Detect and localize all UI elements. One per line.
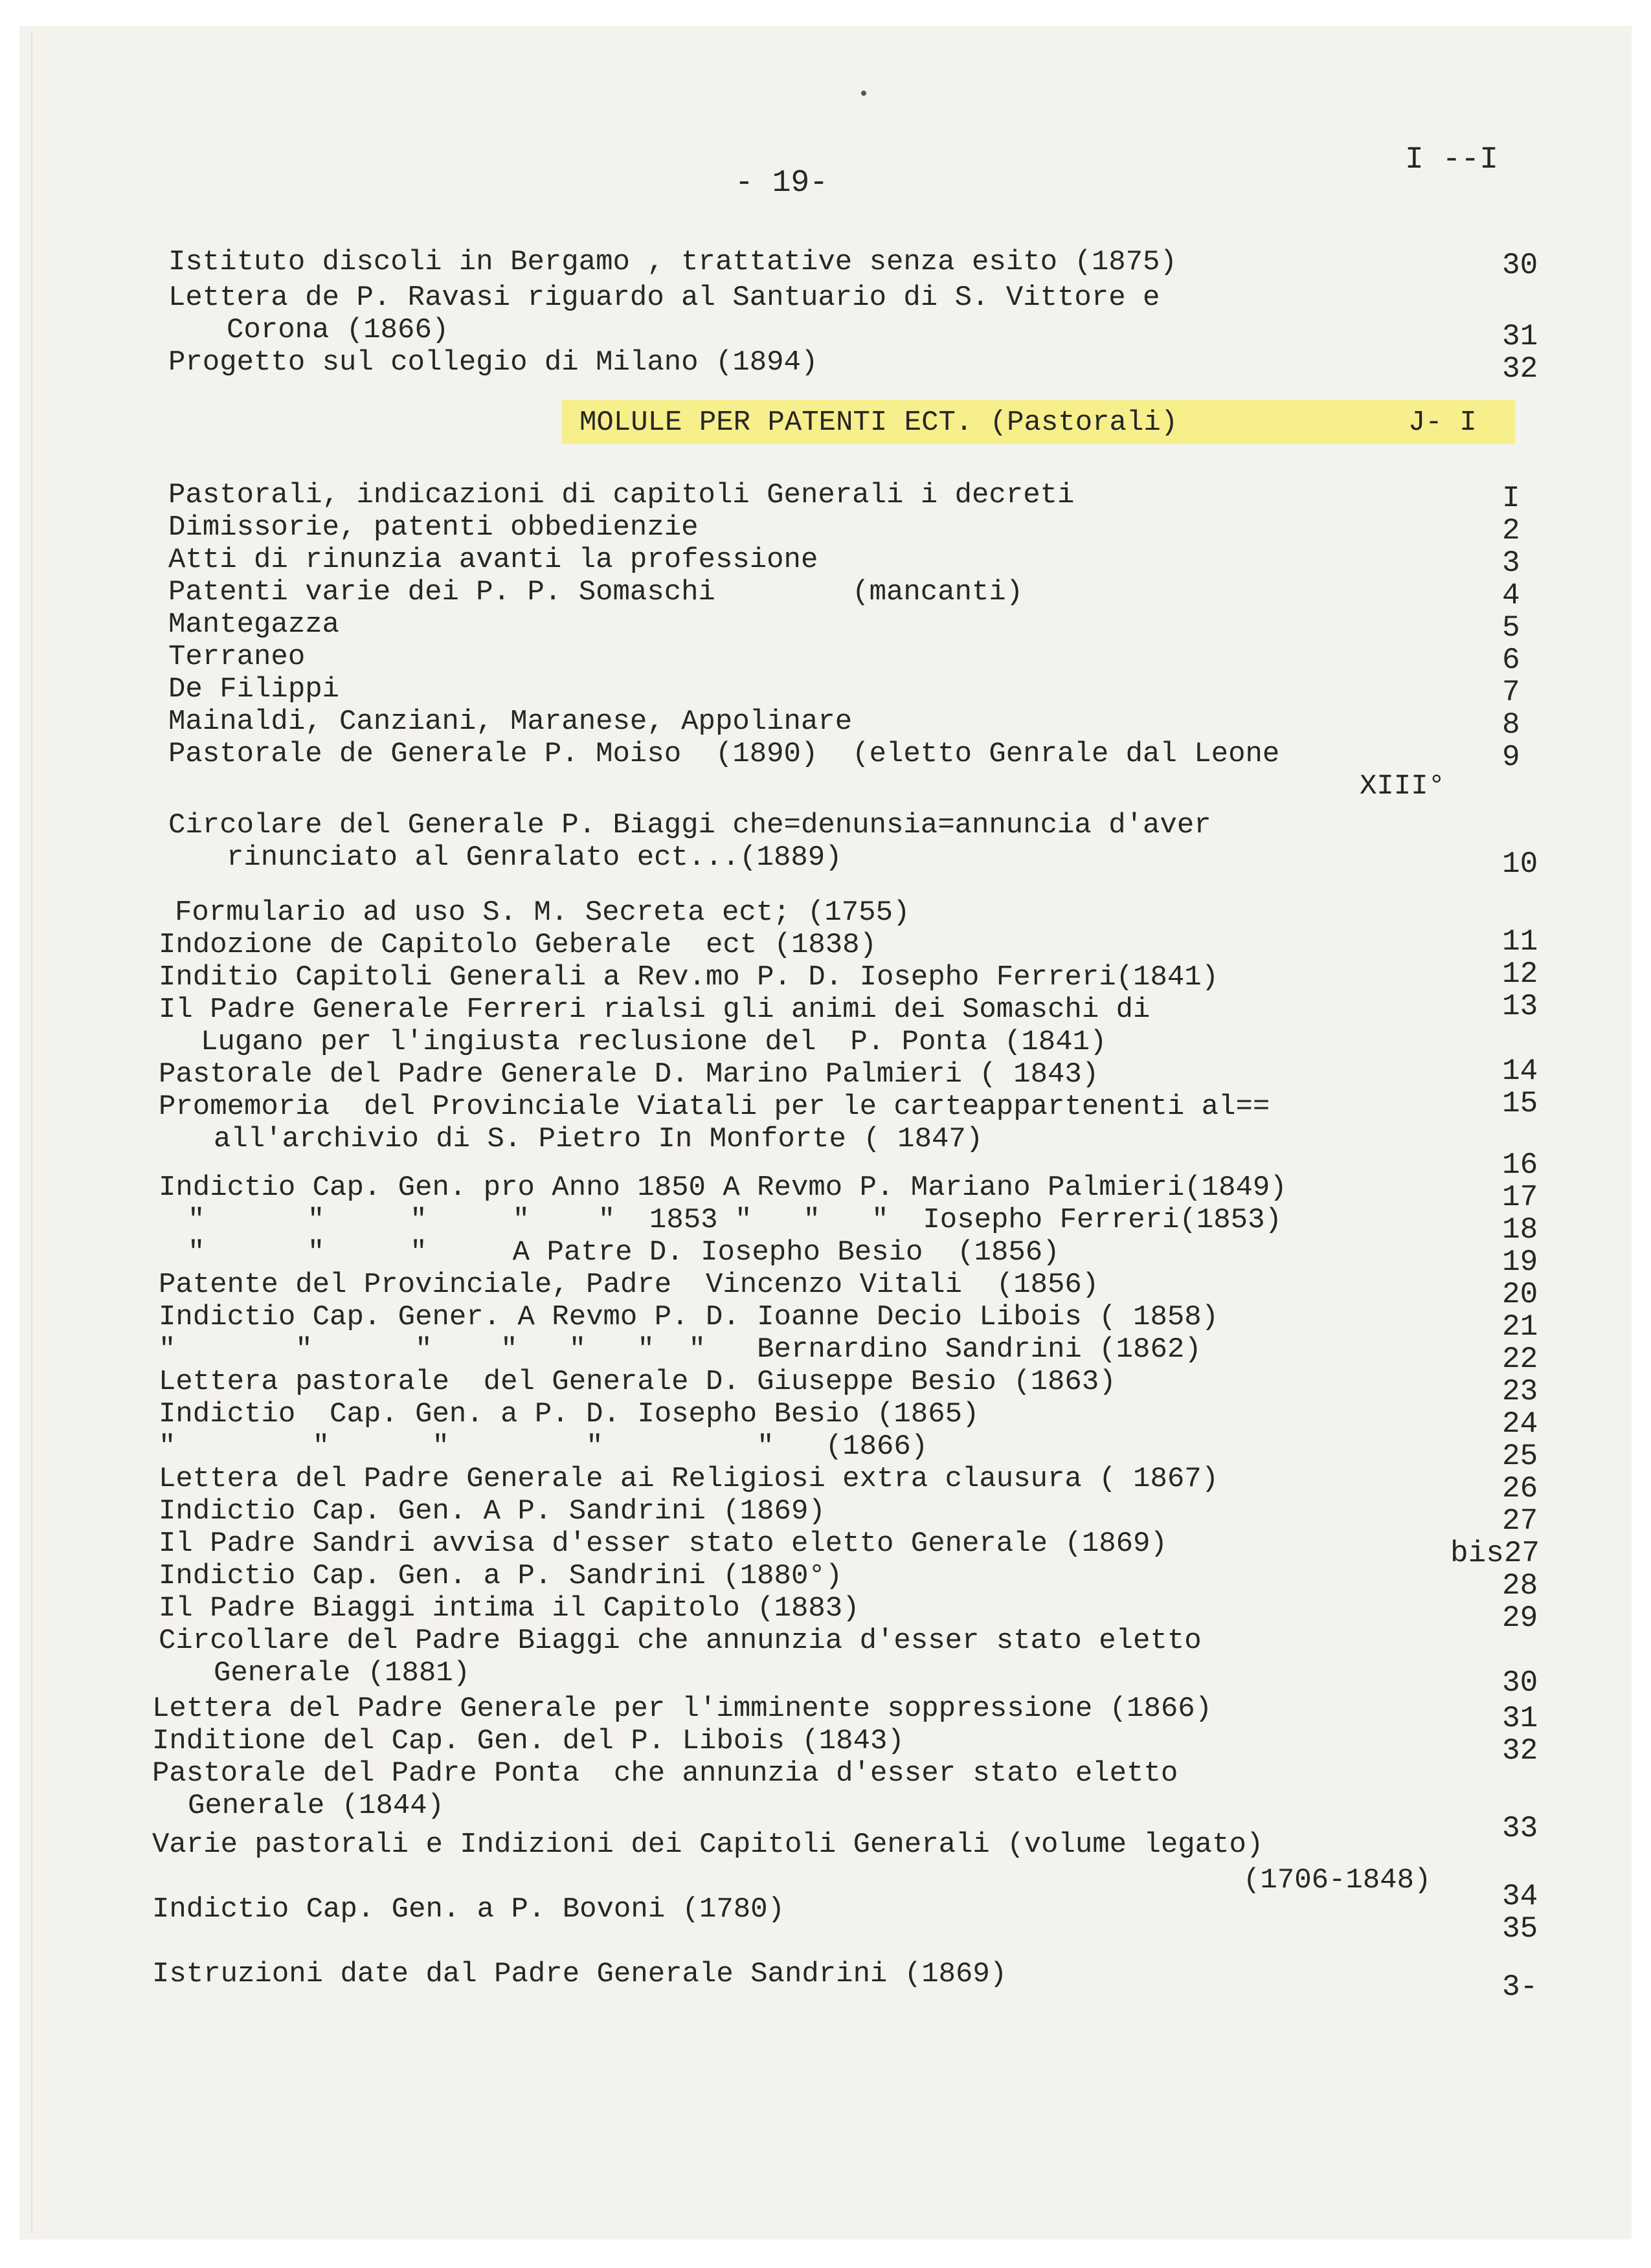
entry-number: 10 bbox=[1502, 847, 1538, 881]
entry-number: 14 bbox=[1502, 1054, 1538, 1088]
entry-number: 16 bbox=[1502, 1148, 1538, 1182]
entry-text: Istruzioni date dal Padre Generale Sandrini (1869) bbox=[152, 1958, 1007, 1990]
entry-text: Inditio Capitoli Generali a Rev.mo P. D. Iosepho Ferreri(1841) bbox=[159, 961, 1219, 994]
entry-text: Circolare del Generale P. Biaggi che=denunsia=annuncia d'aver bbox=[168, 809, 1211, 841]
entry-text: Pastorali, indicazioni di capitoli Generali i decreti bbox=[168, 479, 1075, 511]
entry-text: " " " " " " " Bernardino Sandrini (1862) bbox=[159, 1333, 1202, 1366]
entry-number: 13 bbox=[1502, 990, 1538, 1023]
entry-text: De Filippi bbox=[168, 673, 340, 706]
entry-text: Indictio Cap. Gen. A P. Sandrini (1869) bbox=[159, 1495, 826, 1528]
entry-text: Patenti varie dei P. P. Somaschi (mancanti) bbox=[168, 576, 1024, 608]
entry-text: Progetto sul collegio di Milano (1894) bbox=[168, 346, 818, 379]
entry-text: Indictio Cap. Gen. a P. Sandrini (1880°) bbox=[159, 1560, 843, 1592]
entry-number: 2 bbox=[1502, 514, 1520, 548]
entry-text: Indictio Cap. Gen. a P. D. Iosepho Besio (1865) bbox=[159, 1398, 980, 1430]
entry-number: 34 bbox=[1502, 1880, 1538, 1913]
entry-text: (1706-1848) bbox=[1243, 1864, 1432, 1896]
entry-text: Atti di rinunzia avanti la professione bbox=[168, 544, 818, 576]
entry-text: " " " " " 1853 " " " Iosepho Ferreri(1853) bbox=[188, 1204, 1282, 1236]
entry-number: 33 bbox=[1502, 1812, 1538, 1845]
entry-text: Indozione de Capitolo Geberale ect (1838) bbox=[159, 929, 877, 961]
entry-text: Formulario ad uso S. M. Secreta ect; (1755) bbox=[175, 896, 910, 929]
entry-text: " " " " " (1866) bbox=[159, 1430, 928, 1463]
entry-number: 32 bbox=[1502, 1734, 1538, 1768]
entry-number: 26 bbox=[1502, 1472, 1538, 1506]
entry-number: 22 bbox=[1502, 1342, 1538, 1376]
entry-number: 24 bbox=[1502, 1407, 1538, 1441]
entry-text: Indictio Cap. Gener. A Revmo P. D. Ioanne Decio Libois ( 1858) bbox=[159, 1301, 1219, 1333]
entry-number: 32 bbox=[1502, 352, 1538, 386]
entry-number: 30 bbox=[1502, 1666, 1538, 1700]
entry-text: " " " A Patre D. Iosepho Besio (1856) bbox=[188, 1236, 1060, 1269]
entry-text: Istituto discoli in Bergamo , trattative senza esito (1875) bbox=[168, 246, 1177, 278]
section-heading: MOLULE PER PATENTI ECT. (Pastorali) bbox=[579, 406, 1178, 439]
entry-number: 20 bbox=[1502, 1278, 1538, 1311]
entry-text: Lettera del Padre Generale ai Religiosi extra clausura ( 1867) bbox=[159, 1463, 1219, 1495]
entry-number: 23 bbox=[1502, 1375, 1538, 1408]
entry-text: Pastorale del Padre Ponta che annunzia d'esser stato eletto bbox=[152, 1757, 1178, 1790]
entry-text: Inditione del Cap. Gen. del P. Libois (1843) bbox=[152, 1725, 904, 1757]
entry-text: Generale (1881) bbox=[214, 1657, 471, 1689]
entry-text: Patente del Provinciale, Padre Vincenzo Vitali (1856) bbox=[159, 1269, 1099, 1301]
entry-text: Indictio Cap. Gen. a P. Bovoni (1780) bbox=[152, 1893, 785, 1926]
entry-text: Indictio Cap. Gen. pro Anno 1850 A Revmo P. Mariano Palmieri(1849) bbox=[159, 1172, 1287, 1204]
entry-text: Pastorale de Generale P. Moiso (1890) (eletto Genrale dal Leone bbox=[168, 738, 1280, 770]
entry-text: Promemoria del Provinciale Viatali per le carteappartenenti al== bbox=[159, 1091, 1270, 1123]
entry-text: Pastorale del Padre Generale D. Marino Palmieri ( 1843) bbox=[159, 1058, 1099, 1091]
entry-text: Il Padre Sandri avvisa d'esser stato eletto Generale (1869) bbox=[159, 1528, 1167, 1560]
entry-text: Terraneo bbox=[168, 641, 306, 673]
page-number: - 19- bbox=[735, 166, 829, 201]
entry-number: 15 bbox=[1502, 1087, 1538, 1120]
entry-text: Corona (1866) bbox=[227, 314, 449, 346]
entry-text: Mainaldi, Canziani, Maranese, Appolinare bbox=[168, 706, 853, 738]
entry-number: 11 bbox=[1502, 925, 1538, 959]
entry-number: 3- bbox=[1502, 1970, 1538, 2004]
entry-text: Il Padre Generale Ferreri rialsi gli animi dei Somaschi di bbox=[159, 994, 1151, 1026]
entry-text: all'archivio di S. Pietro In Monforte ( 1847) bbox=[214, 1123, 983, 1155]
entry-number: 21 bbox=[1502, 1310, 1538, 1344]
entry-number: 25 bbox=[1502, 1440, 1538, 1473]
entry-number: 9 bbox=[1502, 740, 1520, 774]
entry-number: 19 bbox=[1502, 1245, 1538, 1279]
entry-text: Generale (1844) bbox=[188, 1790, 445, 1822]
entry-number: 8 bbox=[1502, 708, 1520, 742]
typewritten-page bbox=[19, 26, 1632, 2240]
entry-number: 30 bbox=[1502, 249, 1538, 282]
section-code: J- I bbox=[1408, 406, 1477, 439]
entry-number: 31 bbox=[1502, 320, 1538, 353]
entry-text: Lettera del Padre Generale per l'imminente soppressione (1866) bbox=[152, 1693, 1213, 1725]
entry-text: Il Padre Biaggi intima il Capitolo (1883) bbox=[159, 1592, 860, 1625]
entry-number: 5 bbox=[1502, 611, 1520, 645]
entry-text: Dimissorie, patenti obbedienzie bbox=[168, 511, 699, 544]
entry-number: 29 bbox=[1502, 1601, 1538, 1635]
entry-number: 27 bbox=[1502, 1504, 1538, 1538]
entry-number: 6 bbox=[1502, 643, 1520, 677]
entry-number: 31 bbox=[1502, 1702, 1538, 1735]
entry-number: 12 bbox=[1502, 957, 1538, 991]
entry-number: 17 bbox=[1502, 1181, 1538, 1214]
entry-text: Varie pastorali e Indizioni dei Capitoli Generali (volume legato) bbox=[152, 1829, 1264, 1861]
entry-text: rinunciato al Genralato ect...(1889) bbox=[227, 841, 842, 874]
entry-number: 3 bbox=[1502, 546, 1520, 580]
entry-text: Circollare del Padre Biaggi che annunzia d'esser stato eletto bbox=[159, 1625, 1202, 1657]
entry-text: Lettera pastorale del Generale D. Giuseppe Besio (1863) bbox=[159, 1366, 1116, 1398]
entry-number: 18 bbox=[1502, 1213, 1538, 1247]
entry-text: XIII° bbox=[1360, 770, 1446, 803]
entry-number: I bbox=[1502, 482, 1520, 515]
ink-dot bbox=[861, 91, 866, 96]
top-code: I --I bbox=[1405, 142, 1499, 177]
entry-text: Lettera de P. Ravasi riguardo al Santuario di S. Vittore e bbox=[168, 282, 1160, 314]
entry-number: bis27 bbox=[1450, 1537, 1540, 1570]
entry-number: 4 bbox=[1502, 579, 1520, 612]
entry-number: 28 bbox=[1502, 1569, 1538, 1603]
entry-text: Mantegazza bbox=[168, 608, 340, 641]
entry-text: Lugano per l'ingiusta reclusione del P. Ponta (1841) bbox=[201, 1026, 1107, 1058]
entry-number: 35 bbox=[1502, 1912, 1538, 1946]
entry-number: 7 bbox=[1502, 676, 1520, 709]
